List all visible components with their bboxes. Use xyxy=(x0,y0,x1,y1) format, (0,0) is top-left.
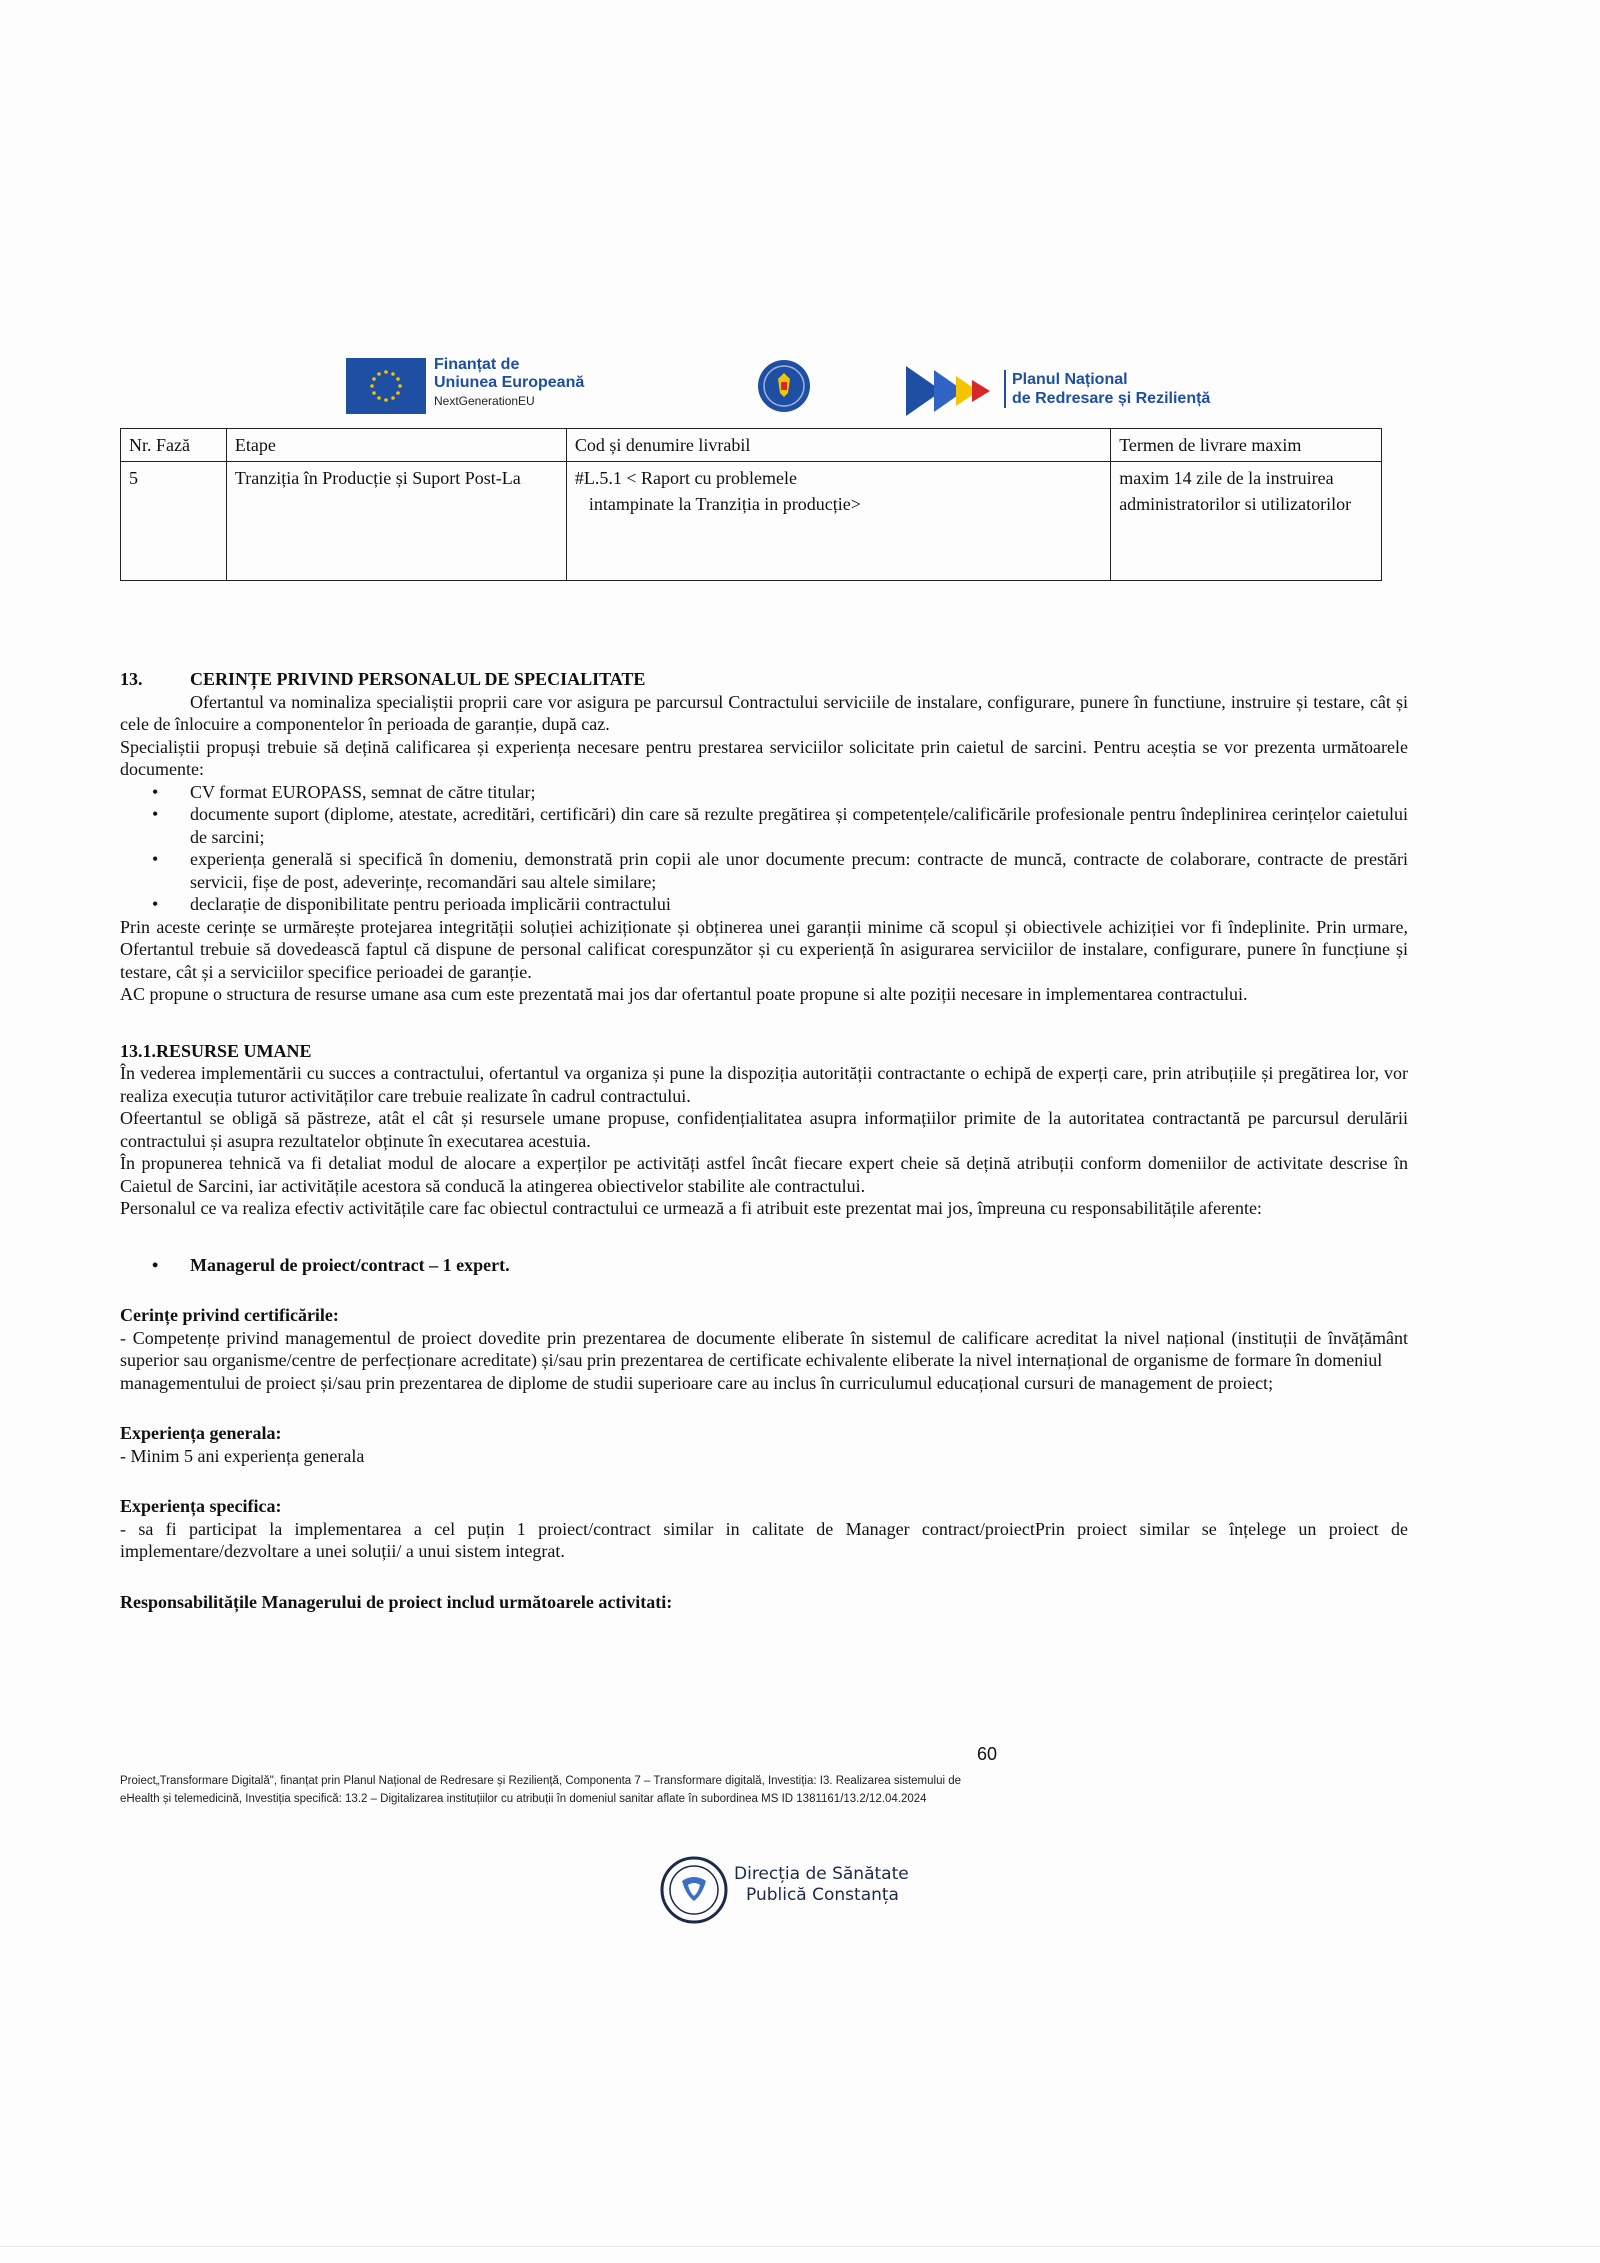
pnrr-arrows-logo xyxy=(906,362,998,420)
section-13-p4: AC propune o structura de resurse umane asa cum este prezentată mai jos dar ofertantul poate propune si alte poziții necesare in implementarea contractului. xyxy=(120,984,1248,1004)
section-13-number: 13. xyxy=(120,669,143,689)
cell-termen: maxim 14 zile de la instruirea administratorilor si utilizatorilor xyxy=(1111,462,1382,581)
cell-cod xyxy=(566,462,1110,581)
section-13-1-p4: Personalul ce va realiza efectiv activitățile care fac obiectul contractului ce urmează a fi atribuit este prezentat mai jos, împreuna cu responsabilitățile aferente: xyxy=(120,1198,1262,1218)
cod-line-1: #L.5.1 < Raport cu problemele xyxy=(574,468,797,488)
exp-spec-text: - sa fi participat la implementarea a cel puțin 1 proiect/contract similar in calitate de Manager contract/proiectPrin proiect similar se înțelege un proiect de implementare/dezvoltare a unei soluții/ a unui sistem integrat. xyxy=(120,1518,1408,1561)
responsibilities-heading: Responsabilitățile Managerului de proiect includ următoarele activitati: xyxy=(120,1591,673,1612)
cert-p2: managementului de proiect și/sau prin prezentarea de diplome de studii superioare care au inclus în curriculumul educațional cursuri de management de proiect; xyxy=(120,1372,1274,1393)
list-item: • declarație de disponibilitate pentru perioada implicării contractului xyxy=(190,893,1408,916)
romania-government-logo xyxy=(757,359,811,413)
dsp-constanta-text xyxy=(734,1864,909,1906)
eu-line-2: Uniunea Europeană xyxy=(434,374,585,391)
deliverables-table xyxy=(120,428,1382,581)
pnrr-line-2: de Redresare și Reziliență xyxy=(1012,390,1211,407)
dsp-line-1: Direcția de Sănătate xyxy=(734,1864,909,1884)
pnrr-text xyxy=(1004,370,1210,408)
cell-etapa xyxy=(226,462,566,581)
section-13-title: CERINȚE PRIVIND PERSONALUL DE SPECIALITATE xyxy=(190,669,646,689)
dsp-line-2: Publică Constanța xyxy=(746,1885,899,1905)
exp-spec-heading: Experiența specifica: xyxy=(120,1496,282,1516)
eu-funding-text xyxy=(434,356,584,410)
section-13-1-heading: 13.1.RESURSE UMANE xyxy=(120,1040,312,1061)
project-footer-text: Proiect„Transformare Digitală", finanțat prin Planul Național de Redresare și Reziliență, Componenta 7 – Transformare digitală, Investiția: I3. Realizarea sistemului de eHealth și telemedicină, Investiția specifică: 13.2 – Digitalizarea instituțiilor cu atribuții în domeniul sanitar aflate în subordinea MS ID 1381161/13.2/12.04.2024 xyxy=(120,1775,962,1805)
etapa-text: Tranziția în Producție și Suport Post-La xyxy=(234,468,521,488)
list-item: • experiența generală si specifică în domeniu, demonstrată prin copii ale unor documente precum: contracte de muncă, contracte de colaborare, contracte de prestări servicii, fișe de post, adeverințe, recomandări sau altele similare; xyxy=(190,848,1408,893)
col-header-etape: Etape xyxy=(226,429,566,462)
list-item: • documente suport (diplome, atestate, acreditări, certificări) din care să rezulte pregătirea și competențele/calificările profesionale pentru îndeplinirea cerințelor caietului de sarcini; xyxy=(190,803,1408,848)
page-number: 60 xyxy=(977,1744,998,1764)
section-13-heading xyxy=(120,668,1408,691)
manager-list xyxy=(120,1254,1408,1277)
document-body xyxy=(120,668,1408,1613)
manager-bullet: • Managerul de proiect/contract – 1 expert. xyxy=(190,1254,1408,1277)
section-13-1-p1: În vederea implementării cu succes a contractului, ofertantul va organiza și pune la dispoziția autorității contractante o echipă de experți care, prin atribuțiile și pregătirea lor, vor realiza execuția tuturor activităților care trebuie realizate în cadrul contractului. xyxy=(120,1063,1408,1106)
col-header-termen: Termen de livrare maxim xyxy=(1111,429,1382,462)
list-item: • CV format EUROPASS, semnat de către titular; xyxy=(190,781,1408,804)
col-header-nr-faza: Nr. Fază xyxy=(121,429,227,462)
exp-gen-heading: Experiența generala: xyxy=(120,1423,282,1443)
exp-gen-text: - Minim 5 ani experiența generala xyxy=(120,1445,365,1466)
cert-p1: - Competențe privind managementul de proiect dovedite prin prezentarea de documente eliberate în sistemul de calificare acreditat la nivel național (instituții de învățământ superior sau organisme/centre de perfecționare acreditate) și/sau prin prezentarea de certificate echivalente eliberate la nivel internațional de organisme de formare în domeniul xyxy=(120,1327,1408,1370)
section-13-p1: Ofertantul va nominaliza specialiștii proprii care vor asigura pe parcursul Contractului serviciile de instalare, configurare, punere în functiune, instruire și testare, cât și cele de înlocuire a componentelor în perioada de garanție, după caz. xyxy=(120,691,1408,734)
eu-line-3: NextGenerationEU xyxy=(434,394,535,408)
page-bottom-edge xyxy=(0,2246,1600,2247)
cod-line-2: intampinate la Tranziția in producție> xyxy=(588,494,861,514)
table-row xyxy=(121,462,1382,581)
cert-heading: Cerințe privind certificările: xyxy=(120,1305,339,1325)
section-13-p3: Prin aceste cerințe se urmărește protejarea integrității soluției achiziționate și obținerea unei garanții minime că scopul și obiectivele achiziției vor fi îndeplinite. Prin urmare, Ofertantul trebuie să dovedească faptul că dispune de personal calificat corespunzător și cu experiență în asigurarea serviciilor de instalare, configurare, punere în funcțiune și testare, cât și a serviciilor specifice perioadei de garanție. xyxy=(120,916,1408,982)
eu-line-1: Finanțat de xyxy=(434,356,520,373)
col-header-cod-livrabil: Cod și denumire livrabil xyxy=(566,429,1110,462)
documents-list xyxy=(120,781,1408,916)
section-13-1-p2: Ofeertantul se obligă să păstreze, atât el cât și resursele umane propuse, confidențialitatea asupra informațiilor primite de la autoritatea contractantă pe parcursul derulării contractului și asupra rezultatelor obținute în executarea acestuia. xyxy=(120,1108,1408,1151)
table-header-row xyxy=(121,429,1382,462)
cell-nr: 5 xyxy=(121,462,227,581)
section-13-1-p3: În propunerea tehnică va fi detaliat modul de alocare a experților pe activități astfel încât fiecare expert cheie să dețină atribuții conform domeniilor de activitate descrise în Caietul de Sarcini, iar activitățile acestora să conducă la atingerea obiectivelor stabilite ale contractului. xyxy=(120,1153,1408,1196)
eu-flag-logo xyxy=(346,358,426,414)
section-13-p2: Specialiștii propuși trebuie să dețină calificarea și experiența necesare pentru prestarea serviciilor solicitate prin caietul de sarcini. Pentru aceștia se vor prezenta următoarele documente: xyxy=(120,736,1408,779)
pnrr-line-1: Planul Național xyxy=(1012,371,1128,388)
dsp-constanta-logo xyxy=(654,1855,734,1925)
